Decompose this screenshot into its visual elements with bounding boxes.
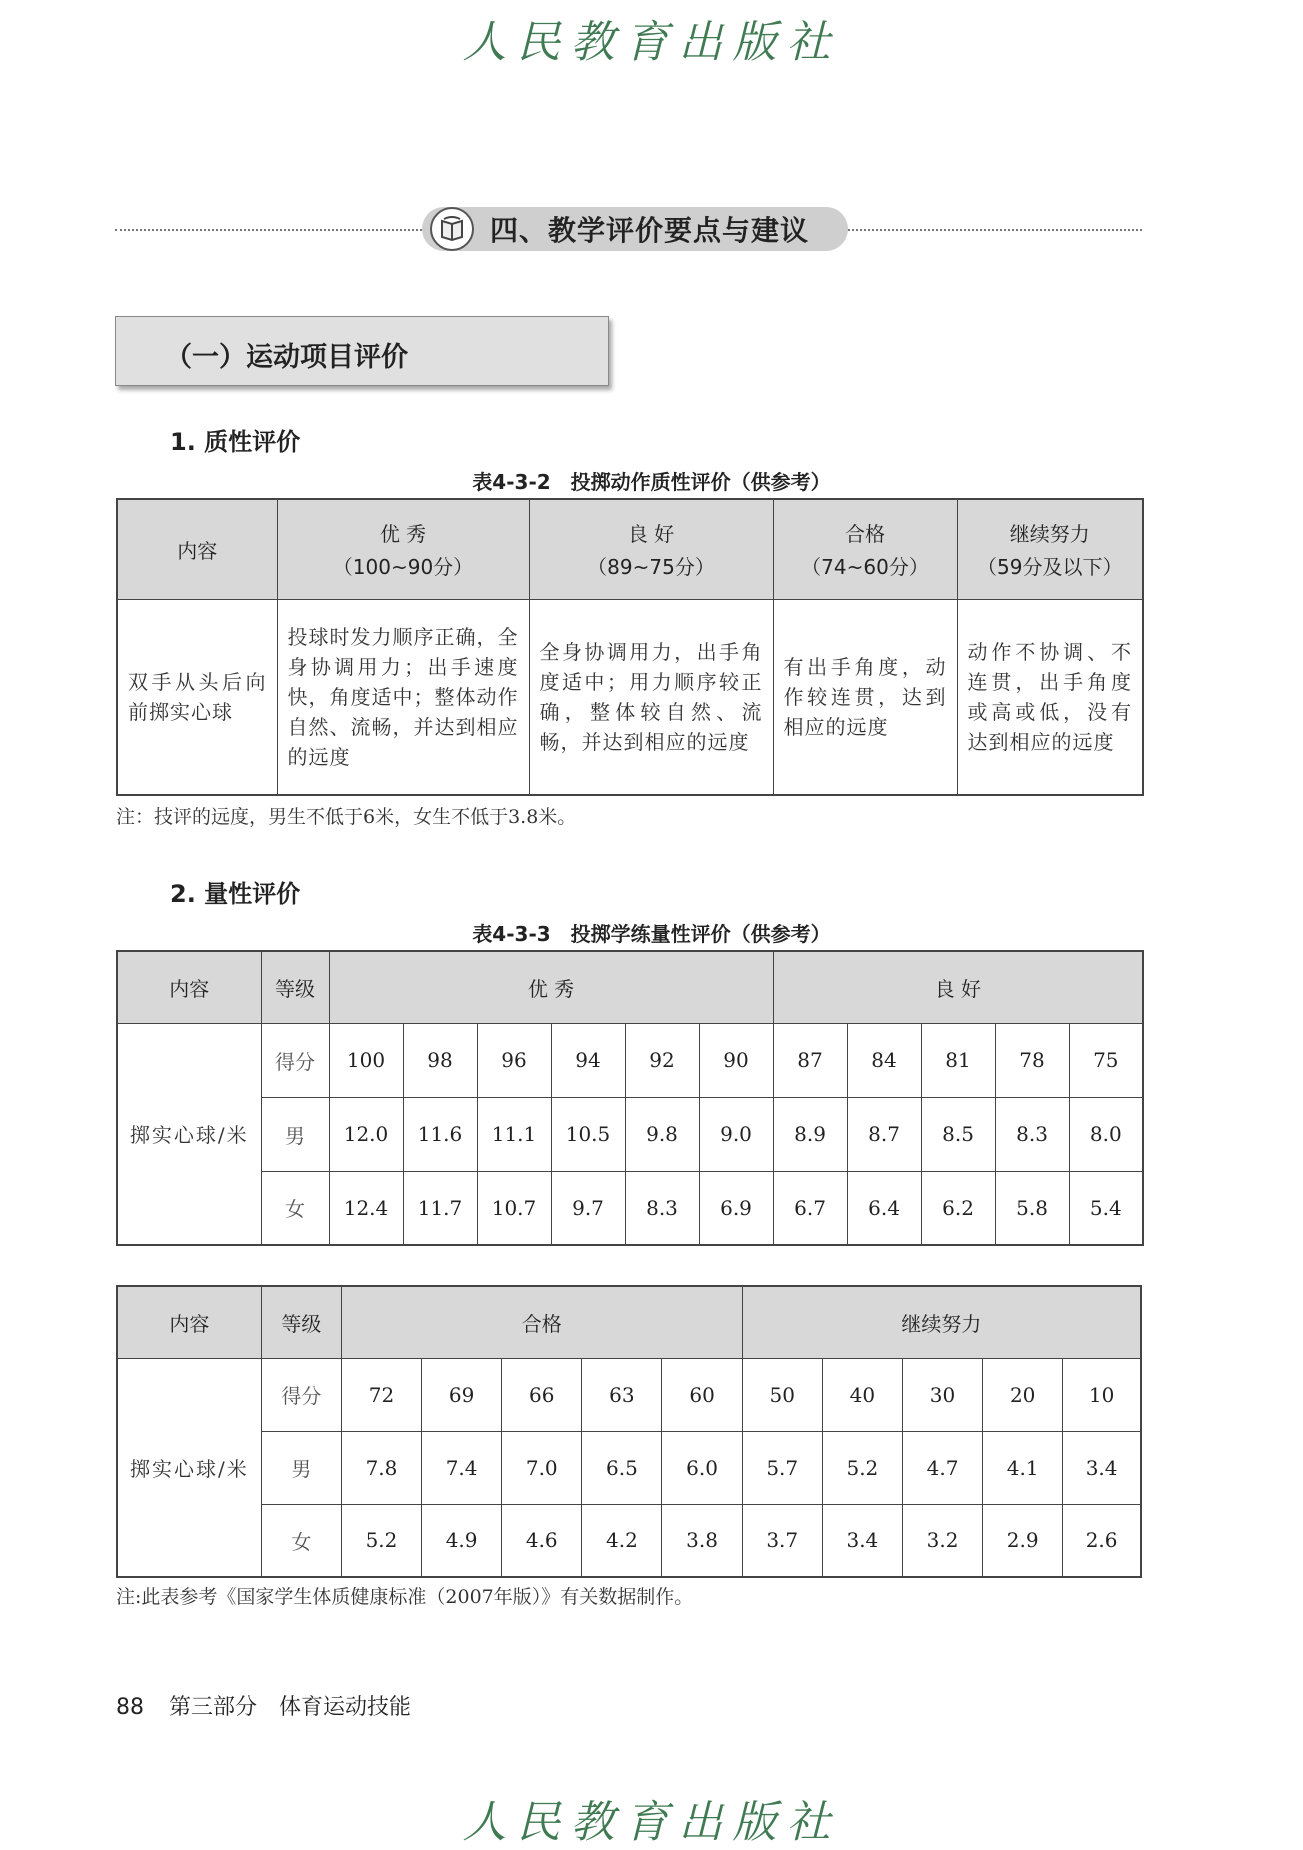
table-cell: 66 bbox=[502, 1358, 582, 1431]
table-cell: 11.1 bbox=[477, 1097, 551, 1171]
quantitative-table-1 bbox=[116, 950, 1144, 1246]
quantitative-note: 注:此表参考《国家学生体质健康标准（2007年版）》有关数据制作。 bbox=[116, 1586, 694, 1608]
cell-effort: 动作不协调、不连贯，出手角度或高或低，没有达到相应的远度 bbox=[957, 599, 1143, 795]
table-cell: 98 bbox=[403, 1023, 477, 1097]
table-cell: 2.6 bbox=[1063, 1504, 1141, 1577]
table1-item: 掷实心球/米 bbox=[117, 1023, 261, 1245]
cell-excellent: 投球时发力顺序正确，全身协调用力；出手速度快，角度适中；整体动作自然、流畅，并达到相应的远度 bbox=[277, 599, 529, 795]
table-cell: 92 bbox=[625, 1023, 699, 1097]
table1-row-label: 得分 bbox=[261, 1023, 329, 1097]
header-good-range: （89~75分） bbox=[587, 555, 715, 580]
table1-row-male bbox=[117, 1097, 1143, 1171]
table-cell: 9.8 bbox=[625, 1097, 699, 1171]
table1-header-content: 内容 bbox=[117, 951, 261, 1023]
book-icon bbox=[430, 207, 474, 251]
table-cell: 6.5 bbox=[582, 1431, 662, 1504]
table-cell: 30 bbox=[902, 1358, 982, 1431]
table2-row-label: 得分 bbox=[261, 1358, 341, 1431]
header-excellent bbox=[277, 499, 529, 599]
table-cell: 7.8 bbox=[341, 1431, 421, 1504]
table-cell: 8.3 bbox=[995, 1097, 1069, 1171]
header-excellent-label: 优 秀 bbox=[379, 522, 427, 547]
table2-header-content: 内容 bbox=[117, 1286, 261, 1358]
page-number: 88 bbox=[116, 1695, 144, 1720]
table-cell: 5.4 bbox=[1069, 1171, 1143, 1245]
header-content: 内容 bbox=[117, 499, 277, 599]
table-cell: 40 bbox=[822, 1358, 902, 1431]
table-cell: 11.6 bbox=[403, 1097, 477, 1171]
table2-row-label: 男 bbox=[261, 1431, 341, 1504]
table2-header-pass: 合格 bbox=[341, 1286, 742, 1358]
table-cell: 4.2 bbox=[582, 1504, 662, 1577]
table-cell: 84 bbox=[847, 1023, 921, 1097]
table-cell: 5.2 bbox=[822, 1431, 902, 1504]
table1-header-excellent: 优 秀 bbox=[329, 951, 773, 1023]
cell-content: 双手从头后向前掷实心球 bbox=[117, 599, 277, 795]
table-cell: 94 bbox=[551, 1023, 625, 1097]
qualitative-heading: 1. 质性评价 bbox=[170, 428, 301, 456]
table-cell: 10.5 bbox=[551, 1097, 625, 1171]
table-cell: 50 bbox=[742, 1358, 822, 1431]
table-cell: 4.9 bbox=[422, 1504, 502, 1577]
table-cell: 87 bbox=[773, 1023, 847, 1097]
table-cell: 6.9 bbox=[699, 1171, 773, 1245]
section-title-pill bbox=[422, 207, 848, 251]
table-cell: 2.9 bbox=[983, 1504, 1063, 1577]
table-cell: 8.5 bbox=[921, 1097, 995, 1171]
table-cell: 12.0 bbox=[329, 1097, 403, 1171]
publisher-watermark-top: 人民教育出版社 bbox=[462, 17, 841, 68]
table-cell: 100 bbox=[329, 1023, 403, 1097]
table-cell: 6.2 bbox=[921, 1171, 995, 1245]
table2-row-score bbox=[117, 1358, 1141, 1431]
qualitative-header-row bbox=[117, 499, 1143, 599]
qualitative-table bbox=[116, 498, 1144, 796]
table-cell: 5.7 bbox=[742, 1431, 822, 1504]
table-cell: 6.0 bbox=[662, 1431, 742, 1504]
table-cell: 8.9 bbox=[773, 1097, 847, 1171]
table-cell: 5.2 bbox=[341, 1504, 421, 1577]
table1-header-good: 良 好 bbox=[773, 951, 1143, 1023]
table1-row-label: 男 bbox=[261, 1097, 329, 1171]
table2-header-grade: 等级 bbox=[261, 1286, 341, 1358]
table2-item: 掷实心球/米 bbox=[117, 1358, 261, 1577]
table-cell: 3.7 bbox=[742, 1504, 822, 1577]
table-cell: 78 bbox=[995, 1023, 1069, 1097]
table-cell: 11.7 bbox=[403, 1171, 477, 1245]
table-cell: 9.0 bbox=[699, 1097, 773, 1171]
qualitative-note: 注：技评的远度，男生不低于6米，女生不低于3.8米。 bbox=[116, 806, 577, 828]
header-excellent-range: （100~90分） bbox=[332, 555, 474, 580]
header-pass-label: 合格 bbox=[845, 522, 885, 547]
table-cell: 4.7 bbox=[902, 1431, 982, 1504]
quantitative-heading: 2. 量性评价 bbox=[170, 880, 301, 908]
table1-row-score bbox=[117, 1023, 1143, 1097]
header-effort-label: 继续努力 bbox=[1009, 522, 1090, 547]
table-cell: 10.7 bbox=[477, 1171, 551, 1245]
table1-header-grade: 等级 bbox=[261, 951, 329, 1023]
header-pass bbox=[773, 499, 957, 599]
header-effort bbox=[957, 499, 1143, 599]
table-cell: 9.7 bbox=[551, 1171, 625, 1245]
table-cell: 81 bbox=[921, 1023, 995, 1097]
qualitative-row bbox=[117, 599, 1143, 795]
cell-pass: 有出手角度，动作较连贯，达到相应的远度 bbox=[773, 599, 957, 795]
table-cell: 8.3 bbox=[625, 1171, 699, 1245]
table-cell: 8.0 bbox=[1069, 1097, 1143, 1171]
table2-row-female bbox=[117, 1504, 1141, 1577]
table-cell: 8.7 bbox=[847, 1097, 921, 1171]
table-cell: 96 bbox=[477, 1023, 551, 1097]
table-cell: 10 bbox=[1063, 1358, 1141, 1431]
table-cell: 72 bbox=[341, 1358, 421, 1431]
table-cell: 75 bbox=[1069, 1023, 1143, 1097]
table-cell: 7.4 bbox=[422, 1431, 502, 1504]
page-footer bbox=[116, 1690, 411, 1721]
table-4-3-2-caption: 表4-3-2 投掷动作质性评价（供参考） bbox=[472, 470, 831, 494]
table2-row-label: 女 bbox=[261, 1504, 341, 1577]
quantitative-table-2 bbox=[116, 1285, 1142, 1578]
table-cell: 4.1 bbox=[983, 1431, 1063, 1504]
table2-header-row bbox=[117, 1286, 1141, 1358]
table-cell: 6.4 bbox=[847, 1171, 921, 1245]
chapter-title: 第三部分 体育运动技能 bbox=[169, 1695, 412, 1720]
table-cell: 3.8 bbox=[662, 1504, 742, 1577]
table-cell: 12.4 bbox=[329, 1171, 403, 1245]
table-cell: 5.8 bbox=[995, 1171, 1069, 1245]
table1-row-label: 女 bbox=[261, 1171, 329, 1245]
header-good-label: 良 好 bbox=[627, 522, 675, 547]
cell-good: 全身协调用力，出手角度适中；用力顺序较正确，整体较自然、流畅，并达到相应的远度 bbox=[529, 599, 773, 795]
section-title: 四、教学评价要点与建议 bbox=[490, 214, 810, 247]
subsection-title: （一）运动项目评价 bbox=[165, 342, 408, 373]
table2-row-male bbox=[117, 1431, 1141, 1504]
table-cell: 60 bbox=[662, 1358, 742, 1431]
header-good bbox=[529, 499, 773, 599]
table-cell: 3.4 bbox=[1063, 1431, 1141, 1504]
table1-row-female bbox=[117, 1171, 1143, 1245]
table-cell: 7.0 bbox=[502, 1431, 582, 1504]
table1-header-row bbox=[117, 951, 1143, 1023]
table-cell: 4.6 bbox=[502, 1504, 582, 1577]
table-cell: 3.4 bbox=[822, 1504, 902, 1577]
table-cell: 63 bbox=[582, 1358, 662, 1431]
table-cell: 20 bbox=[983, 1358, 1063, 1431]
header-effort-range: （59分及以下） bbox=[977, 555, 1123, 580]
table-cell: 6.7 bbox=[773, 1171, 847, 1245]
table-cell: 3.2 bbox=[902, 1504, 982, 1577]
table-cell: 90 bbox=[699, 1023, 773, 1097]
publisher-watermark-bottom: 人民教育出版社 bbox=[462, 1797, 841, 1848]
table2-header-effort: 继续努力 bbox=[742, 1286, 1141, 1358]
header-pass-range: （74~60分） bbox=[801, 555, 929, 580]
table-4-3-3-caption: 表4-3-3 投掷学练量性评价（供参考） bbox=[472, 922, 831, 946]
table-cell: 69 bbox=[422, 1358, 502, 1431]
